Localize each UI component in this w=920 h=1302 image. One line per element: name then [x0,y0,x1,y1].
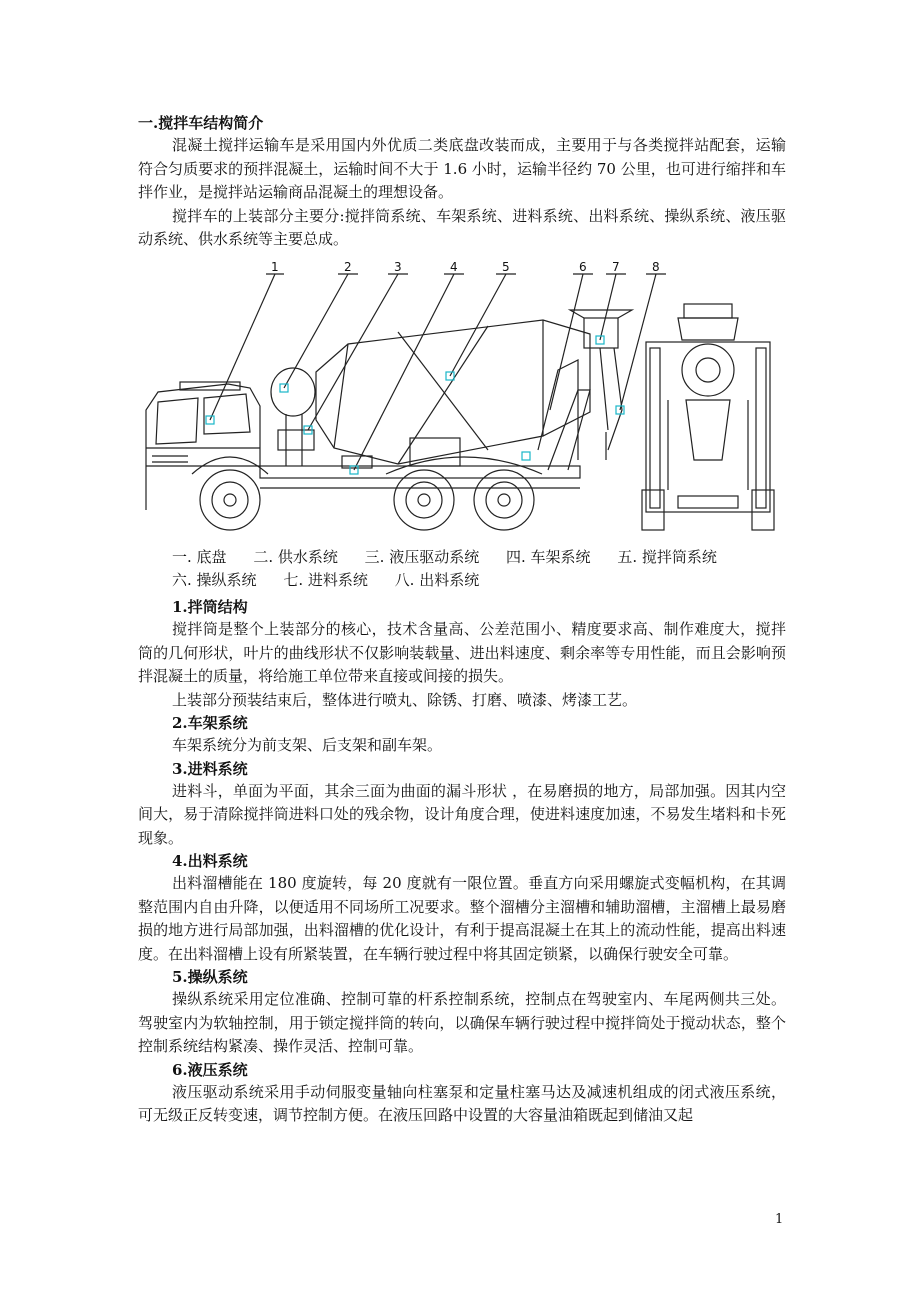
intro-block [138,112,786,252]
leader-line [600,274,616,340]
intro-paragraph-1: 混凝土搅拌运输车是采用国内外优质二类底盘改装而成，主要用于与各类搅拌站配套，运输符合匀质要求的预拌混凝土，运输时间不大于 1.6 小时，运输半径约 70 公里，也可进行缩拌和车拌作业，是搅拌站运输商品混凝土的理想设备。 [138,136,786,201]
callout-1: 1 [271,260,279,274]
callout-3: 3 [394,260,402,274]
section-paragraph: 操纵系统采用定位准确、控制可靠的杆系控制系统，控制点在驾驶室内、车尾两侧共三处。驾驶室内为软轴控制，用于锁定搅拌筒的转向，以确保车辆行驶过程中搅拌筒处于搅动状态，整个控制系统结构紧凑、操作灵活、控制可靠。 [138,990,786,1055]
water-tank [271,368,315,416]
section-paragraph: 出料溜槽能在 180 度旋转，每 20 度就有一限位置。垂直方向采用螺旋式变幅机构，在其调整范围内自由升降，以便适用不同场所工况要求。整个溜槽分主溜槽和辅助溜槽，主溜槽上最易磨损的地方进行局部加强，出料溜槽的优化设计，有利于提高混凝土在其上的流动性能，提高出料速度。在出料溜槽上设有所紧装置，在车辆行驶过程中将其固定锁紧，以确保行驶安全可靠。 [138,874,786,963]
chassis-frame [260,466,580,478]
body-sections [138,596,786,1128]
legend-item: 四. 车架系统 [505,548,591,566]
section-heading: 5.操纵系统 [172,968,248,986]
section-paragraph: 上装部分预装结束后，整体进行喷丸、除锈、打磨、喷漆、烤漆工艺。 [172,690,638,709]
section-paragraph: 进料斗，单面为平面，其余三面为曲面的漏斗形状 ，在易磨损的地方，局部加强。因其内空间大，易于清除搅拌筒进料口处的残余物，设计角度合理，使进料速度加速，不易发生堵料和卡死现象。 [138,781,786,847]
middle-wheel [394,470,454,530]
marker-6 [522,452,530,460]
front-wheel [200,470,260,530]
section-heading: 6.液压系统 [172,1060,248,1079]
leader-line [354,274,454,470]
callout-8: 8 [652,260,660,274]
mixer-drum [316,320,590,464]
callout-2: 2 [344,260,352,274]
legend-item: 八. 出料系统 [394,571,480,589]
callout-4: 4 [450,260,458,274]
legend-item: 一. 底盘 [172,548,227,566]
section-heading: 4.出料系统 [172,852,248,870]
figure-legend [172,546,812,592]
legend-item: 六. 操纵系统 [172,571,257,589]
legend-item: 二. 供水系统 [253,548,338,566]
section-paragraph: 车架系统分为前支架、后支架和副车架。 [172,736,443,754]
rear-wheel [474,470,534,530]
legend-item: 三. 液压驱动系统 [364,548,480,566]
callout-7: 7 [612,260,620,274]
section-paragraph: 液压驱动系统采用手动伺服变量轴向柱塞泵和定量柱塞马达及减速机组成的闭式液压系统，可无级正反转变速，调节控制方便。在液压回路中设置的大容量油箱既起到储油又起 [138,1082,786,1124]
marker-2 [280,384,288,392]
callout-5: 5 [502,260,510,274]
section-heading: 3.进料系统 [172,759,248,778]
legend-item: 七. 进料系统 [283,571,368,589]
callout-6: 6 [579,260,587,274]
cab-outline [146,384,260,510]
section-heading: 2.车架系统 [172,714,248,732]
section-paragraph: 搅拌筒是整个上装部分的核心，技术含量高、公差范围小、精度要求高、制作难度大，搅拌筒的几何形状，叶片的曲线形状不仅影响装载量、进出料速度、剩余率等专用性能，而且会影响预拌混凝土的质量，将给施工单位带来直接或间接的损失。 [138,620,786,685]
legend-item: 五. 搅拌筒系统 [617,548,717,566]
mixer-truck-drawing [138,260,788,542]
section-title: 一.搅拌车结构简介 [138,114,264,132]
page-number: 1 [775,1212,784,1227]
leader-line [284,274,348,388]
leader-line [308,274,398,430]
section-heading: 1.拌筒结构 [172,598,248,616]
leader-line [210,274,275,420]
intro-paragraph-2: 搅拌车的上装部分主要分:搅拌筒系统、车架系统、进料系统、出料系统、操纵系统、液压驱动系统、供水系统等主要总成。 [138,206,786,248]
truck-rear-view [642,304,774,530]
